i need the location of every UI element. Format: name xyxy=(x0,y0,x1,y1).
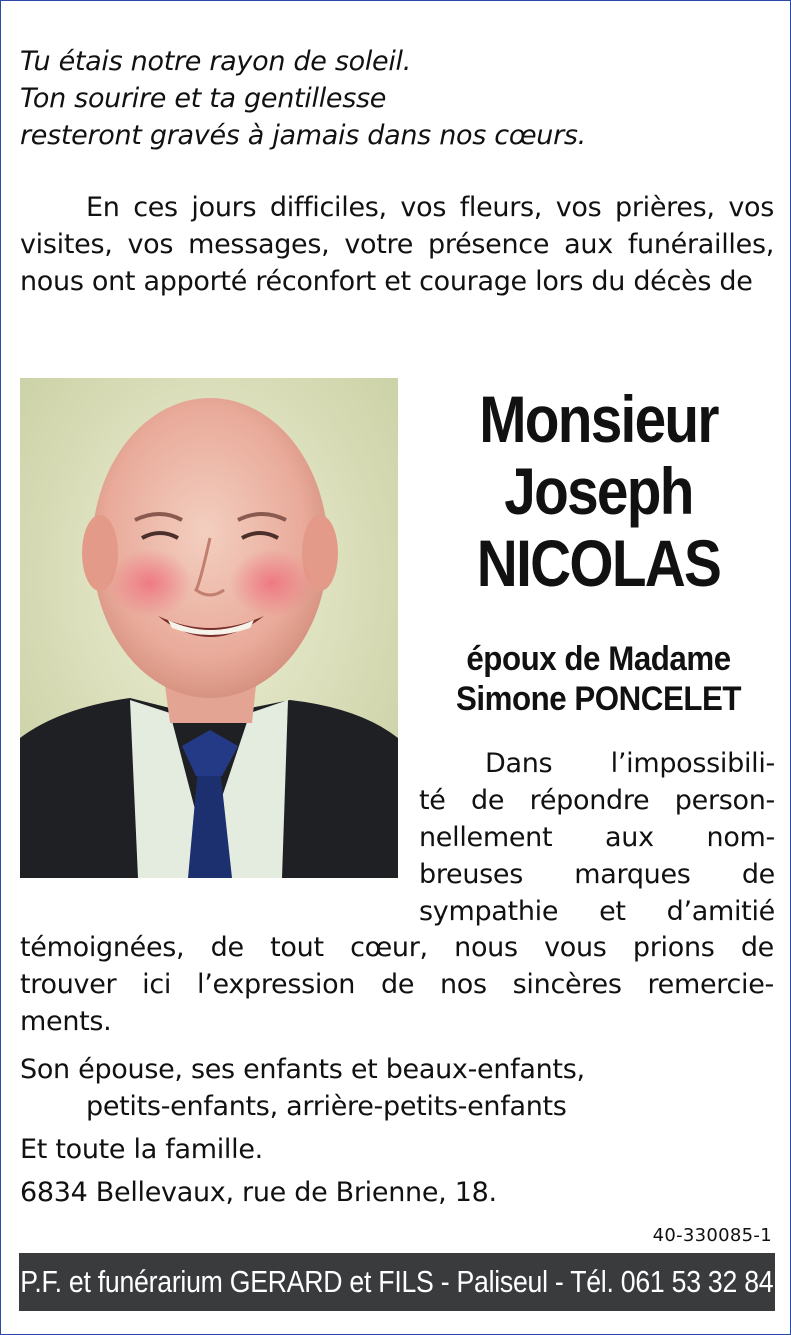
intro-text: En ces jours difficiles, vos fleurs, vos prières, vos visites, vos messages, votre présence aux funérailles, nous ont apporté réconfort et courage lors du décès de xyxy=(20,192,774,297)
spouse-info xyxy=(411,639,786,719)
deceased-name xyxy=(411,383,786,599)
signers-line: Et toute la famille. xyxy=(20,1134,263,1165)
deceased-last-name: NICOLAS xyxy=(476,526,721,600)
signers-line: petits-enfants, arrière-petits-enfants xyxy=(86,1091,567,1122)
signers-line: Son épouse, ses enfants et beaux-enfants, xyxy=(20,1054,585,1085)
thanks-line: té de répondre person- xyxy=(419,785,775,816)
thanks-line: ments. xyxy=(20,1006,112,1037)
poem-line: Tu étais notre rayon de soleil. xyxy=(20,46,412,77)
thanks-line: sympathie et d’amitié xyxy=(419,896,775,927)
thanks-line: trouver ici l’expression de nos sincères remercie- xyxy=(20,969,774,1000)
spouse-line: époux de Madame xyxy=(466,640,731,678)
reference-number: 40-330085-1 xyxy=(652,1225,772,1246)
thanks-line xyxy=(419,745,775,782)
portrait-photo xyxy=(20,378,398,878)
funeral-home-text: P.F. et funérarium GERARD et FILS - Paliseul - Tél. 061 53 32 84 xyxy=(20,1264,774,1299)
intro-paragraph xyxy=(20,189,774,300)
deceased-title: Monsieur xyxy=(479,382,718,456)
thanks-line: nellement aux nom- xyxy=(419,822,775,853)
thanks-paragraph-right xyxy=(419,745,775,930)
portrait-illustration xyxy=(20,378,398,878)
poem-line: resteront gravés à jamais dans nos cœurs. xyxy=(20,120,586,151)
thanks-line: témoignées, de tout cœur, nous vous prions de xyxy=(20,932,774,963)
spouse-name: Simone PONCELET xyxy=(455,680,742,718)
poem-line: Ton sourire et ta gentillesse xyxy=(20,83,387,114)
thanks-line: breuses marques de xyxy=(419,859,775,890)
poem xyxy=(20,43,760,154)
thanks-paragraph-full xyxy=(20,929,774,1040)
funeral-home-banner xyxy=(19,1253,775,1311)
thanks-line-text: Dans l’impossibili- xyxy=(485,748,775,779)
address: 6834 Bellevaux, rue de Brienne, 18. xyxy=(20,1177,497,1208)
deceased-first-name: Joseph xyxy=(504,454,693,528)
signers xyxy=(20,1051,780,1211)
